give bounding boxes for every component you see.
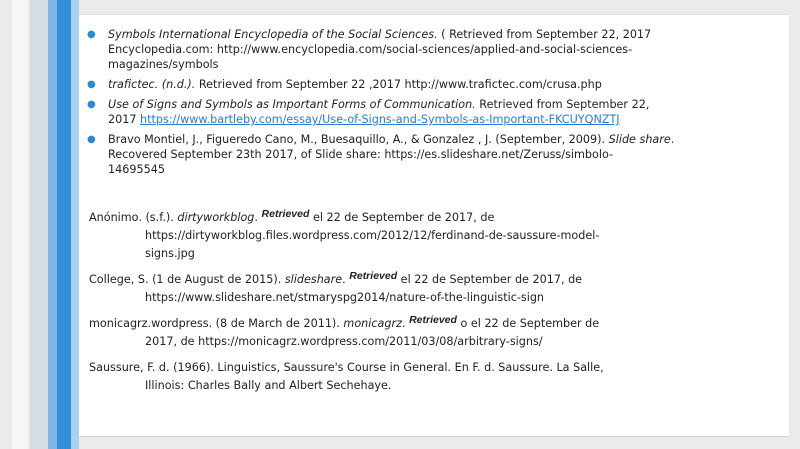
bullet-dot-icon: ●: [87, 99, 96, 110]
bullet-item: ● Use of Signs and Symbols as Important Forms of Communication. Retrieved from September 22, 2017 https://www.bartleby.com/essay/Use-of-Signs-and-Symbols-as-Important-FKCUYQNZTJ: [87, 98, 650, 126]
decor-stripe: [48, 0, 57, 449]
bullet-dot-icon: ●: [87, 29, 96, 40]
bullet-dot-icon: ●: [87, 134, 96, 145]
slide-content: [79, 14, 789, 437]
bullet-item: ● Symbols International Encyclopedia of the Social Sciences. ( Retrieved from September 22, 2017 Encyclopedia.com: http://www.encyclopedia.com/social-sciences/applied-and-social-sciences- magazines/symbols: [87, 28, 652, 71]
decor-stripe: [57, 0, 71, 449]
bullet-item: ● trafictec. (n.d.). Retrieved from September 22 ,2017 http://www.trafictec.com/crusa.php: [87, 78, 602, 91]
reference-entry: monicagrz.wordpress. (8 de March de 2011). monicagrz. Retrieved o el 22 de September de 2017, de https://monicagrz.wordpress.com/2011/03/08/arbitrary-signs/: [89, 314, 600, 348]
bullet-list: [87, 27, 727, 182]
bullet-dot-icon: ●: [87, 79, 96, 90]
retrieved-label: Retrieved: [261, 208, 310, 220]
reference-entry: Saussure, F. d. (1966). Linguistics, Saussure's Course in General. En F. d. Saussure. La Salle, Illinois: Charles Bally and Albert Sechehaye.: [89, 361, 604, 392]
reference-list: [89, 209, 729, 403]
bullet-item: ● Bravo Montiel, J., Figueredo Cano, M., Buesaquillo, A., & Gonzalez , J. (September, 2009). Slide share. Recovered September 23th 2017, of Slide share: https://es.slideshare.net/Zeruss/simbolo- 14695545: [87, 133, 675, 176]
decor-stripe: [12, 0, 28, 449]
reference-entry: Anónimo. (s.f.). dirtyworkblog. Retrieved el 22 de September de 2017, de https://dirtyworkblog.files.wordpress.com/2012/12/ferdinand-de-saussure-model- signs.jpg: [89, 208, 600, 260]
retrieved-label: Retrieved: [409, 314, 457, 326]
decor-stripe: [30, 0, 50, 449]
bartleby-link[interactable]: https://www.bartleby.com/essay/Use-of-Signs-and-Symbols-as-Important-FKCUYQNZTJ: [140, 113, 620, 126]
retrieved-label: Retrieved: [349, 270, 398, 282]
reference-entry: College, S. (1 de August de 2015). slideshare. Retrieved el 22 de September de 2017, de https://www.slideshare.net/stmaryspg2014/nature-of-the-linguistic-sign: [89, 270, 583, 304]
decor-stripe: [71, 0, 79, 449]
